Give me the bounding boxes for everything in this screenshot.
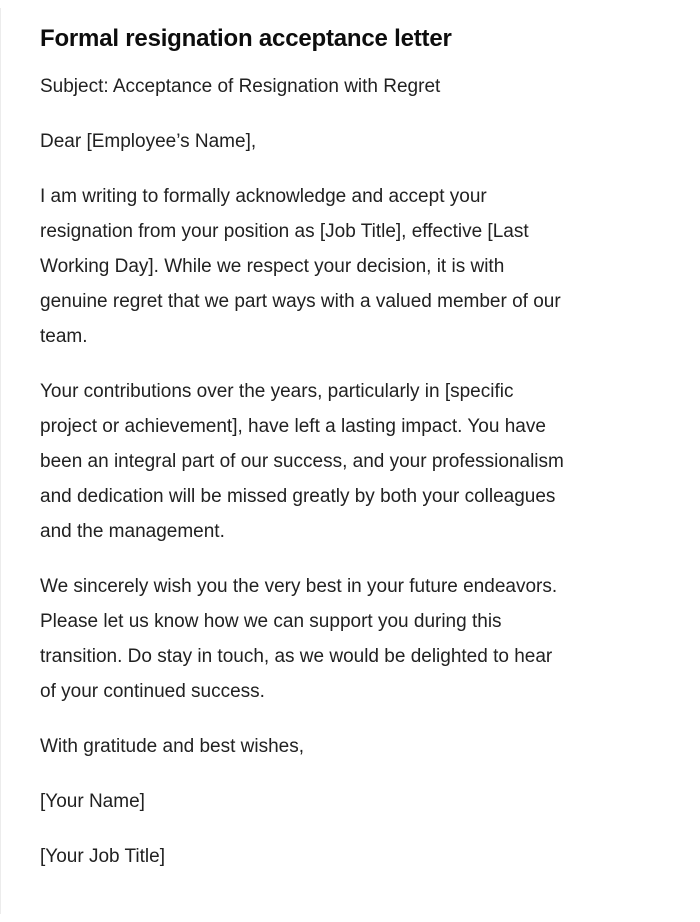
- body-paragraph: [40, 569, 640, 709]
- paragraph-line: project or achievement], have left a lasting impact. You have: [40, 416, 546, 437]
- paragraph-line: and the management.: [40, 521, 225, 542]
- paragraph-line: I am writing to formally acknowledge and accept your: [40, 186, 487, 207]
- paragraph-line: Working Day]. While we respect your decision, it is with: [40, 256, 505, 277]
- signature-name: [Your Name]: [40, 791, 145, 812]
- signature-title: [Your Job Title]: [40, 846, 165, 867]
- paragraph-line: genuine regret that we part ways with a valued member of our: [40, 291, 561, 312]
- paragraph-line: Your contributions over the years, particularly in [specific: [40, 381, 514, 402]
- salutation: Dear [Employee’s Name],: [40, 131, 257, 152]
- closing-line: With gratitude and best wishes,: [40, 736, 305, 757]
- left-edge-rule: [0, 8, 1, 914]
- paragraph-line: of your continued success.: [40, 681, 265, 702]
- paragraph-line: resignation from your position as [Job Title], effective [Last: [40, 221, 529, 242]
- paragraph-line: We sincerely wish you the very best in your future endeavors.: [40, 576, 558, 597]
- body-paragraph: [40, 179, 640, 354]
- document-title: Formal resignation acceptance letter: [40, 25, 452, 52]
- paragraph-line: and dedication will be missed greatly by both your colleagues: [40, 486, 556, 507]
- paragraph-line: team.: [40, 326, 88, 347]
- subject-line: Subject: Acceptance of Resignation with Regret: [40, 76, 441, 97]
- body-paragraph: [40, 374, 640, 549]
- paragraph-line: Please let us know how we can support you during this: [40, 611, 502, 632]
- paragraph-line: been an integral part of our success, and your professionalism: [40, 451, 564, 472]
- paragraph-line: transition. Do stay in touch, as we would be delighted to hear: [40, 646, 553, 667]
